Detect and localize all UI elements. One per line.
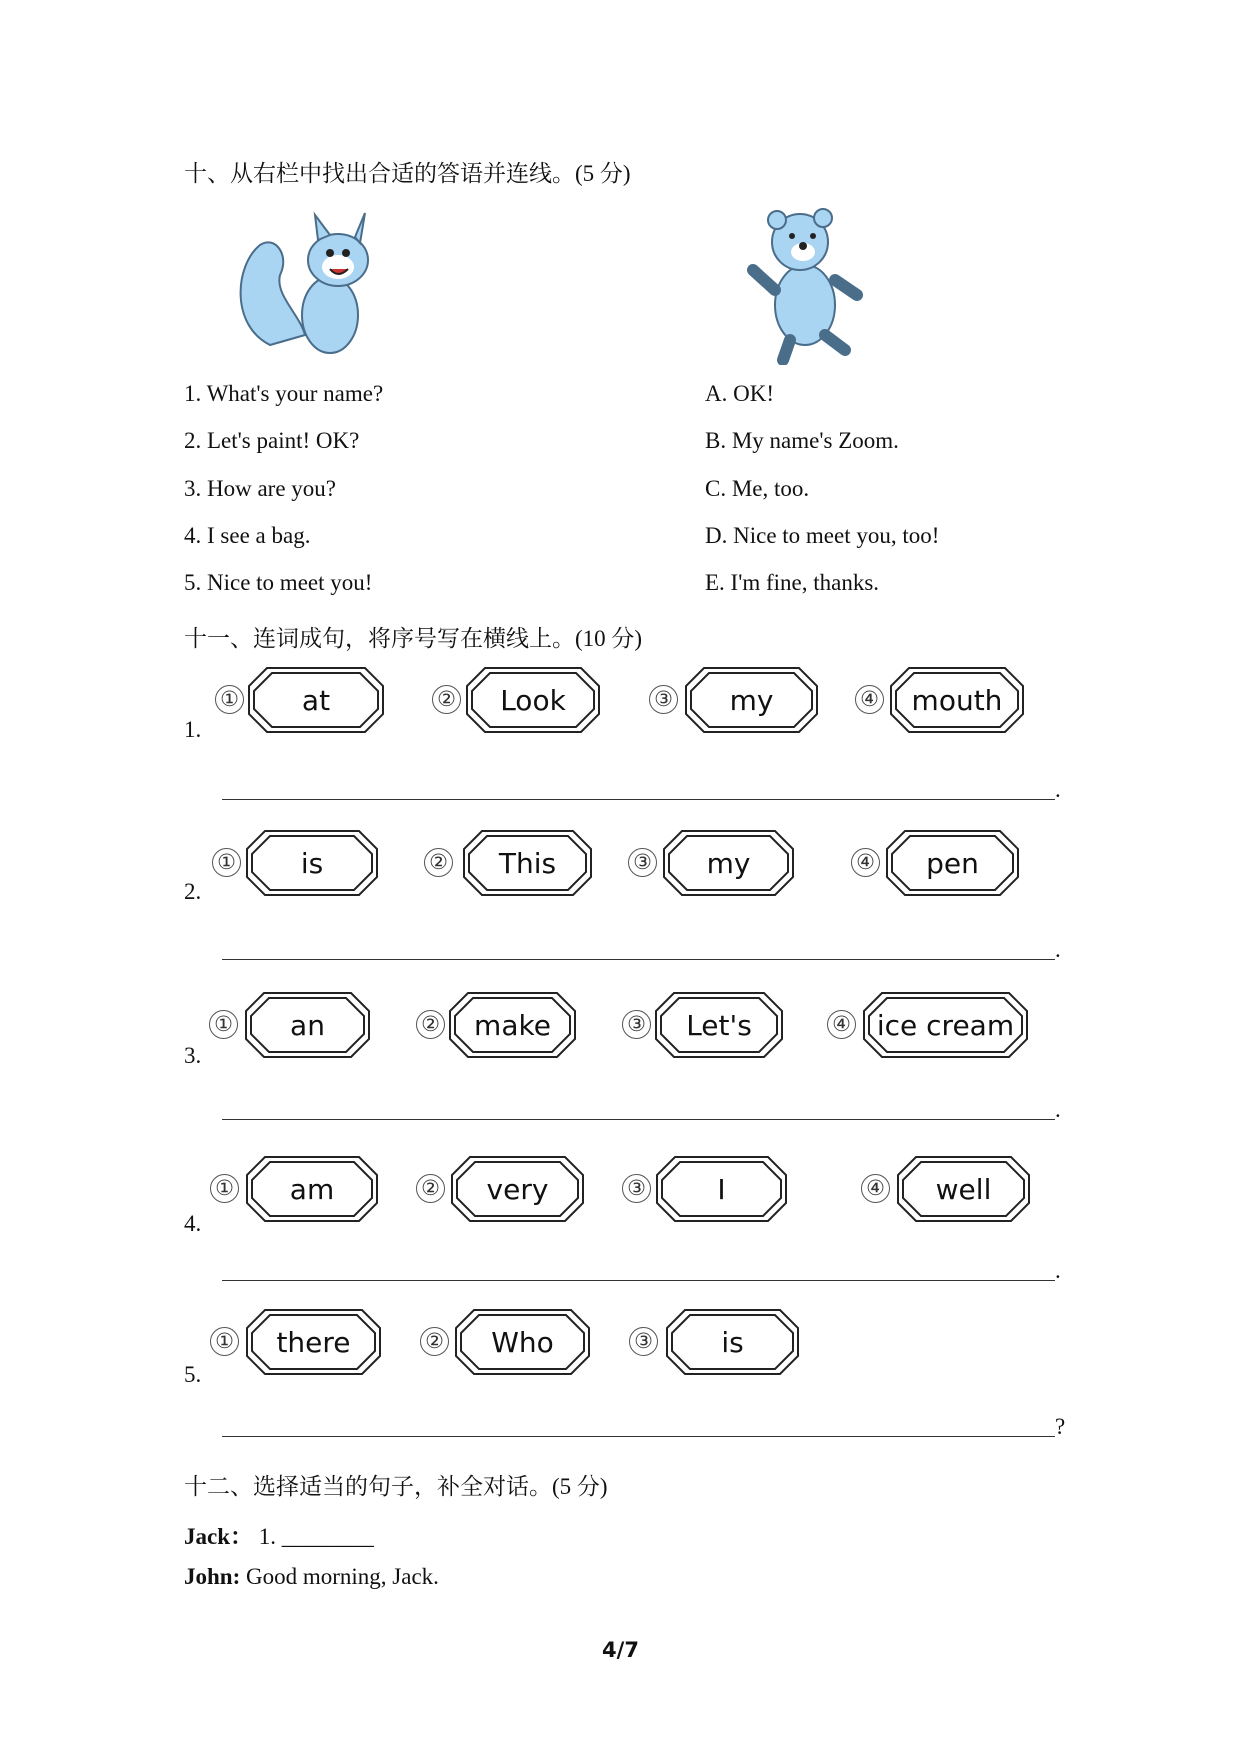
answer-line[interactable] (222, 1119, 1055, 1120)
answer-item: A. OK! (705, 381, 774, 406)
word-card-text: pen (926, 846, 979, 880)
circled-number: ④ (855, 685, 884, 714)
word-card (246, 1309, 381, 1375)
word-card-text: an (290, 1008, 325, 1042)
question-item: 4. I see a bag. (184, 523, 311, 548)
sentence-end-punctuation: ? (1055, 1414, 1066, 1439)
bear-illustration (745, 200, 865, 365)
sentence-end-punctuation: . (1055, 777, 1061, 802)
word-card-text: I (717, 1172, 726, 1206)
word-card (245, 992, 370, 1058)
word-card-text: ice cream (876, 1008, 1015, 1042)
word-card (248, 667, 384, 733)
word-card-text: well (935, 1172, 992, 1206)
word-card-text: Let's (686, 1008, 752, 1042)
circled-number: ① (212, 848, 241, 877)
section-11-heading: 十一、连词成句，将序号写在横线上。(10 分) (184, 626, 643, 651)
word-card-text: Who (491, 1325, 554, 1359)
row-number: 3. (184, 1043, 202, 1068)
word-card (655, 992, 783, 1058)
row-number: 4. (184, 1211, 202, 1236)
sentence-end-punctuation: . (1055, 1097, 1061, 1122)
word-card-text: is (721, 1325, 744, 1359)
answer-item: C. Me, too. (705, 476, 810, 501)
question-item: 2. Let's paint! OK? (184, 428, 360, 453)
word-card-text: Look (500, 683, 566, 717)
circled-number: ③ (622, 1010, 651, 1039)
word-card-text: is (300, 846, 324, 880)
dialogue-speaker: Jack： (184, 1524, 253, 1549)
circled-number: ① (210, 1327, 239, 1356)
word-card (463, 830, 592, 896)
word-card (656, 1156, 787, 1222)
circled-number: ② (416, 1010, 445, 1039)
word-card (897, 1156, 1030, 1222)
word-card (246, 1156, 378, 1222)
word-card-text: very (486, 1172, 549, 1206)
answer-line[interactable] (222, 959, 1055, 960)
circled-number: ③ (622, 1174, 651, 1203)
answer-line[interactable] (222, 1280, 1055, 1281)
word-card-text: at (301, 683, 331, 717)
answer-item: D. Nice to meet you, too! (705, 523, 940, 548)
word-card (663, 830, 794, 896)
word-card (890, 667, 1024, 733)
circled-number: ② (432, 685, 461, 714)
answer-item: E. I'm fine, thanks. (705, 570, 880, 595)
question-item: 3. How are you? (184, 476, 337, 501)
question-item: 5. Nice to meet you! (184, 570, 373, 595)
word-card-text: mouth (911, 683, 1003, 717)
word-card (666, 1309, 799, 1375)
dialogue-speaker: John: (184, 1564, 241, 1589)
word-card (863, 992, 1028, 1058)
section-12-heading: 十二、选择适当的句子，补全对话。(5 分) (184, 1474, 608, 1499)
circled-number: ① (210, 1174, 239, 1203)
circled-number: ② (416, 1174, 445, 1203)
word-card-text: am (289, 1172, 335, 1206)
word-card (886, 830, 1019, 896)
circled-number: ③ (649, 685, 678, 714)
circled-number: ② (420, 1327, 449, 1356)
answer-line[interactable] (222, 799, 1055, 800)
answer-line[interactable] (222, 1436, 1055, 1437)
word-card-text: there (276, 1325, 351, 1359)
circled-number: ④ (861, 1174, 890, 1203)
circled-number: ④ (827, 1010, 856, 1039)
word-card-text: This (498, 846, 557, 880)
circled-number: ② (424, 848, 453, 877)
circled-number: ③ (629, 1327, 658, 1356)
circled-number: ① (215, 685, 244, 714)
circled-number: ① (209, 1010, 238, 1039)
word-card (466, 667, 600, 733)
word-card (451, 1156, 584, 1222)
dialogue-text[interactable]: 1. ________ (253, 1524, 374, 1549)
sentence-end-punctuation: . (1055, 937, 1061, 962)
circled-number: ③ (628, 848, 657, 877)
row-number: 2. (184, 879, 202, 904)
section-10-heading: 十、从右栏中找出合适的答语并连线。(5 分) (184, 161, 631, 186)
row-number: 1. (184, 717, 202, 742)
word-card (685, 667, 818, 733)
word-card (449, 992, 576, 1058)
word-card (455, 1309, 590, 1375)
dialogue-line (184, 1564, 439, 1590)
word-card-text: my (729, 683, 774, 717)
page-number: 4/7 (602, 1638, 639, 1662)
dialogue-text: Good morning, Jack. (240, 1564, 439, 1589)
answer-item: B. My name's Zoom. (705, 428, 899, 453)
row-number: 5. (184, 1362, 202, 1387)
dialogue-line (184, 1518, 374, 1551)
circled-number: ④ (851, 848, 880, 877)
word-card-text: my (706, 846, 751, 880)
squirrel-illustration (230, 205, 390, 365)
word-card (246, 830, 378, 896)
sentence-end-punctuation: . (1055, 1258, 1061, 1283)
question-item: 1. What's your name? (184, 381, 384, 406)
word-card-text: make (474, 1008, 551, 1042)
